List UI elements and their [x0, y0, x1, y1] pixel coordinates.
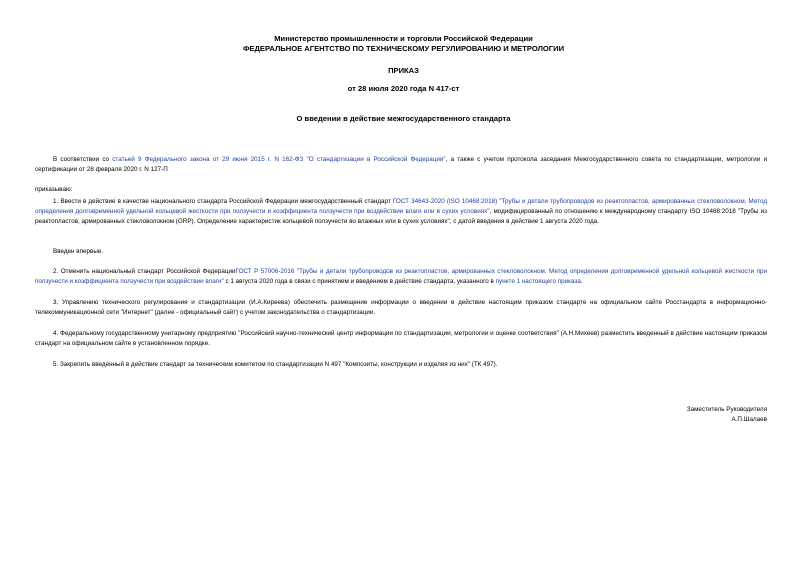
item-3-paragraph: [35, 298, 767, 318]
item-2-text-1: 2. Отменить национальный стандарт Российской Федерации: [53, 268, 236, 275]
item-3-text: 3. Управлению технического регулирования и стандартизации (И.А.Киреева) обеспечить размещение информации о введении в действие настоящим приказом стандарте на официальном сайте Росстандарта в информационно-телекоммуникационной сети "Интернет" (далее - официальный сайт) с учетом законодательства о стандартизации.: [35, 299, 767, 316]
item-2-text-3: .: [580, 278, 583, 285]
document-type: ПРИКАЗ: [388, 66, 419, 75]
item-5-text: 5. Закрепить введенный в действие стандарт за техническим комитетом по стандартизации N 497 "Композиты, конструкции и изделия из них" (ТК 497).: [53, 361, 498, 368]
item-1-paragraph: [35, 197, 767, 227]
item-1-text-2: , модифицированный по отношению к международному стандарту ISO 10468:2018 "Трубы из реактопластов, армированных стекловолокном (GRP). Определение характеристик кольцевой ползучести во влажных или в сухих условиях", с датой введения в действие 1 августа 2020 года.: [35, 208, 767, 225]
item-1-text-1: 1. Ввести в действие в качестве национального стандарта Российской Федерации межгосударственный стандарт: [53, 198, 393, 205]
order-word: [35, 185, 767, 195]
preamble-text-2: , а также с учетом протокола заседания Межгосударственного совета по стандартизации, метрологии и сертификации от 28 февраля 2020 г. N 127-П: [35, 156, 767, 173]
gost-r-57006-link[interactable]: ГОСТ Р 57006-2016 "Трубы и детали трубопроводов из реактопластов, армированных стекловолокном. Метод определения долговременной удельной кольцевой жесткости при ползучести и коэффициента ползучести при воздействии влаги": [35, 268, 768, 285]
item-4-text: 4. Федеральному государственному унитарному предприятию "Российский научно-технический центр информации по стандартизации, метрологии и оценке соответствия" (А.Н.Михеев) разместить введенный в действие настоящим приказом стандарт на официальном сайте в установленном порядке.: [35, 330, 767, 347]
item-2-paragraph: [35, 267, 767, 287]
preamble-paragraph: [35, 155, 767, 175]
item-2-text-2: с 1 августа 2020 года в связи с принятием и введением в действие стандарта, указанного в: [223, 278, 496, 285]
item-4-paragraph: [35, 329, 767, 349]
ministry-title: Министерство промышленности и торговли Российской Федерации: [274, 34, 533, 43]
document-subject: О введении в действие межгосударственного стандарта: [296, 114, 511, 123]
agency-title: ФЕДЕРАЛЬНОЕ АГЕНТСТВО ПО ТЕХНИЧЕСКОМУ РЕГУЛИРОВАНИЮ И МЕТРОЛОГИИ: [242, 44, 565, 53]
signature-block: [687, 405, 767, 425]
introduced-text: Введен впервые.: [53, 248, 104, 255]
item-1-reference-link[interactable]: пункте 1 настоящего приказа: [495, 278, 581, 285]
federal-law-link[interactable]: статьей 9 Федерального закона от 29 июня 2015 г. N 162-ФЗ "О стандартизации в Российской Федерации": [112, 156, 446, 163]
signatory-name: А.П.Шалаев: [731, 416, 767, 423]
preamble-text-1: В соответствии со: [53, 156, 113, 163]
introduced-note: [35, 247, 767, 257]
item-5-paragraph: [35, 360, 767, 370]
document-date-number: от 28 июля 2020 года N 417-ст: [347, 84, 460, 93]
signatory-position: Заместитель Руководителя: [686, 406, 767, 413]
gost-34643-link[interactable]: ГОСТ 34643-2020 (ISO 10468:2018) "Трубы и детали трубопроводов из реактопластов, армированных стекловолокном. Метод определения долговременной удельной кольцевой жесткости при ползучести и коэффициента ползучести при воздействии влаги или в сухих условиях": [35, 198, 767, 215]
order-word-text: приказываю:: [35, 186, 73, 193]
